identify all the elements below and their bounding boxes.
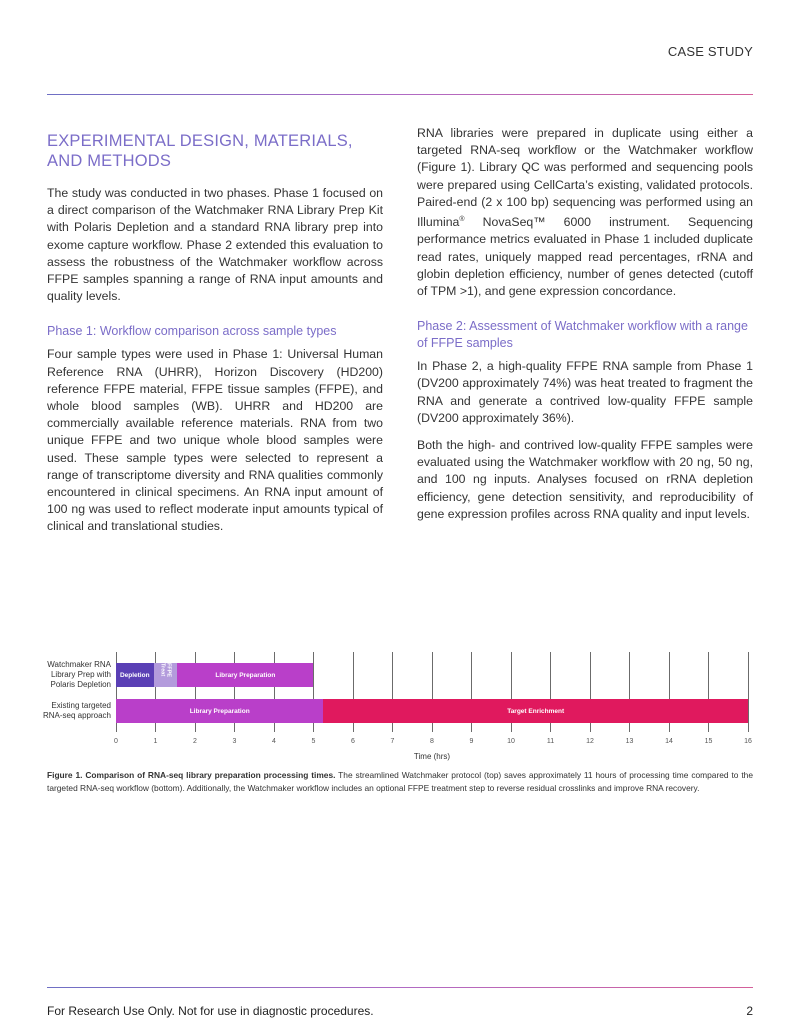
header-divider: [47, 94, 753, 95]
x-tick-label: 0: [114, 738, 118, 745]
case-study-label: CASE STUDY: [667, 44, 753, 59]
row-label-line: Library Prep with: [50, 670, 111, 679]
x-tick-label: 15: [704, 738, 713, 745]
x-tick-label: 9: [469, 738, 474, 745]
x-tick-label: 16: [744, 738, 752, 745]
phase1-title: Phase 1: Workflow comparison across sample types: [47, 324, 337, 339]
processing-time-chart: [0, 640, 800, 770]
footer-divider: [47, 987, 753, 988]
bar-segment-label: FFPE Treat: [159, 663, 172, 678]
row-label-line: Polaris Depletion: [50, 680, 111, 689]
phase2-paragraph-1: In Phase 2, a high-quality FFPE RNA sample from Phase 1 (DV200 approximately 74%) was heat treated to fragment the RNA and generate a contrived low-quality FFPE sample (DV200 approximately 36%).: [417, 359, 753, 425]
x-tick-label: 8: [430, 738, 434, 745]
x-tick-label: 4: [272, 738, 276, 745]
figure-caption-text: The streamlined Watchmaker protocol (top) saves approximately 11 hours of processing time compared to the targeted RNA-seq workflow (bottom). Additionally, the Watchmaker workflow includes an optional FFPE treatment step to reverse residual crosslinks and improve RNA recovery.: [47, 770, 753, 793]
bar-segment: [177, 663, 313, 687]
section-title: EXPERIMENTAL DESIGN, MATERIALS, AND METHODS: [47, 132, 353, 170]
bar-segment: [323, 699, 748, 723]
x-tick-label: 12: [586, 738, 594, 745]
methods-text-part1: RNA libraries were prepared in duplicate using either a targeted RNA-seq workflow or the Watchmaker workflow (Figure 1). Library QC was performed and sequencing pools were prepared using CellCarta’s existing, validated protocols. Paired-end (2 x 100 bp) sequencing was performed using an Illumina: [417, 126, 753, 230]
bar-segment: [116, 699, 323, 723]
x-tick-label: 3: [232, 738, 237, 745]
x-tick-label: 2: [193, 738, 197, 745]
x-tick-label: 13: [625, 738, 634, 745]
methods-text-part2: NovaSeq™ 6000 instrument. Sequencing performance metrics evaluated in Phase 1 included duplicate read rates, uniquely mapped read percentages, rRNA and globin depletion efficiency, number of genes detected (cutoff of TPM >1), and gene expression concordance.: [417, 215, 753, 298]
row-label: [43, 701, 111, 721]
row-label: [47, 660, 111, 690]
x-tick-label: 7: [390, 738, 395, 745]
figure-caption-title: Figure 1. Comparison of RNA-seq library preparation processing times.: [47, 770, 336, 780]
intro-paragraph: The study was conducted in two phases. Phase 1 focused on a direct comparison of the Watchmaker RNA Library Prep Kit with Polaris Depletion and a standard RNA library prep into exome capture workflow. Phase 2 extended this evaluation to assess the robustness of the Watchmaker workflow across FFPE samples spanning a range of RNA input amounts and quality levels.: [47, 186, 383, 304]
bar-segment-label: Target Enrichment: [507, 707, 565, 715]
methods-paragraph: [417, 125, 753, 300]
phase2-paragraph-2: Both the high- and contrived low-quality FFPE samples were evaluated using the Watchmaker workflow with 20 ng, 50 ng, and 100 ng inputs. Analyses focused on rRNA depletion efficiency, gene detection sensitivity, and reproducibility of gene expression profiles across RNA quality and input levels.: [417, 437, 753, 521]
x-tick-label: 5: [311, 738, 316, 745]
x-tick-label: 11: [546, 738, 555, 745]
phase2-title: Phase 2: Assessment of Watchmaker workflow with a range of FFPE samples: [417, 319, 748, 351]
x-tick-label: 6: [351, 738, 355, 745]
footer-disclaimer: For Research Use Only. Not for use in diagnostic procedures.: [47, 1004, 374, 1018]
left-column: [47, 125, 383, 536]
row-label-line: Watchmaker RNA: [47, 660, 111, 669]
row-label-line: Existing targeted: [51, 701, 111, 710]
right-column: [417, 125, 753, 523]
bar-segment: [154, 663, 178, 687]
row-label-line: RNA-seq approach: [42, 711, 111, 720]
x-axis-title: Time (hrs): [413, 752, 451, 761]
x-tick-label: 1: [153, 738, 158, 745]
page-number: 2: [746, 1004, 753, 1018]
bar-segment-label: Library Preparation: [189, 707, 250, 715]
bar-segment-label: Depletion: [119, 671, 150, 679]
x-tick-label: 14: [665, 738, 673, 745]
figure-caption: [47, 769, 753, 794]
registered-mark: ®: [459, 216, 465, 224]
x-tick-label: 10: [507, 738, 515, 745]
bar-segment: [116, 663, 154, 687]
phase1-paragraph: Four sample types were used in Phase 1: Universal Human Reference RNA (UHRR), Horizon Discovery (HD200) reference FFPE material, FFPE tissue samples (FFPE), and whole blood samples (WB). UHRR and HD200 are commercially available reference materials. RNA from two unique FFPE and two unique whole blood samples were used. These sample types were selected to represent a range of transcriptome diversity and RNA qualities commonly encountered in clinical specimens. An RNA input amount of 100 ng was used to reflect moderate input amounts typical of clinical and translational studies.: [47, 347, 383, 534]
bar-segment-label: Library Preparation: [215, 671, 276, 679]
